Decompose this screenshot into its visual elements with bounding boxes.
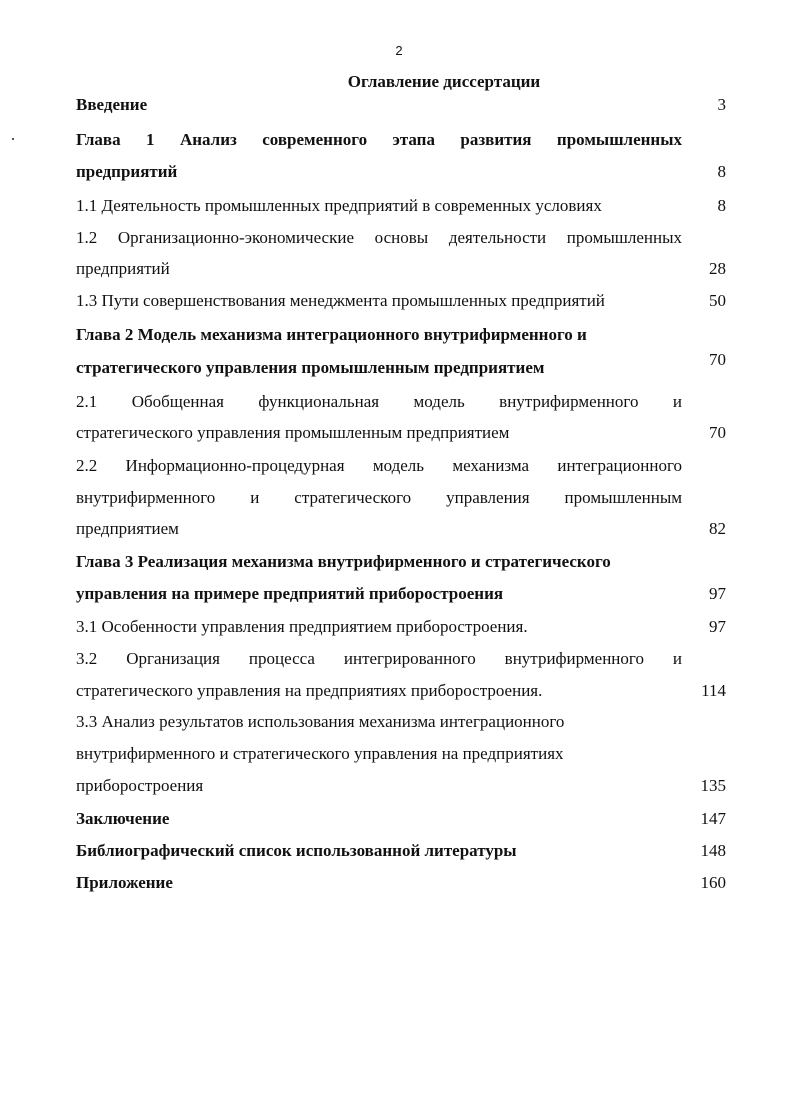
toc-entry-chapter-2-line-1: Глава 2 Модель механизма интеграционного внутрифирменного и [76, 325, 587, 344]
toc-entry-section-1-2-line-2: предприятий [76, 259, 170, 278]
toc-entry-bibliography: Библиографический список использованной литературы [76, 841, 517, 860]
toc-entry-chapter-1-line-2: предприятий [76, 162, 178, 181]
toc-entry-section-1-2-line-1: 1.2 Организационно-экономические основы деятельности промышленных [76, 228, 682, 247]
toc-entry-chapter-2-line-2: стратегического управления промышленным предприятием [76, 358, 545, 377]
toc-page-introduction: 3 [717, 95, 726, 114]
toc-entry-section-3-3-line-2: внутрифирменного и стратегического управления на предприятиях [76, 744, 564, 763]
toc-entry-section-3-3-line-3: приборостроения [76, 776, 204, 795]
toc-entry-section-3-3-line-1: 3.3 Анализ результатов использования механизма интеграционного [76, 712, 565, 731]
toc-entry-section-2-2-line-1: 2.2 Информационно-процедурная модель механизма интеграционного [76, 456, 682, 475]
toc-title: Оглавление диссертации [347, 72, 541, 91]
toc-entry-chapter-1-line-1: Глава 1 Анализ современного этапа развития промышленных [76, 130, 682, 149]
toc-entry-section-2-2-line-2: внутрифирменного и стратегического управления промышленным [76, 488, 682, 507]
toc-page-section-1-3: 50 [709, 291, 726, 310]
toc-page-section-3-1: 97 [709, 617, 726, 636]
scan-speck [12, 138, 14, 140]
toc-page-section-1-1: 8 [717, 196, 726, 215]
toc-entry-introduction: Введение [76, 95, 148, 114]
page-number: 2 [395, 43, 403, 58]
toc-entry-section-3-1: 3.1 Особенности управления предприятием приборостроения. [76, 617, 528, 636]
toc-page-section-2-2: 82 [709, 519, 726, 538]
toc-entry-chapter-3-line-1: Глава 3 Реализация механизма внутрифирменного и стратегического [76, 552, 611, 571]
toc-entry-section-2-2-line-3: предприятием [76, 519, 179, 538]
toc-entry-section-3-2-line-1: 3.2 Организация процесса интегрированного внутрифирменного и [76, 649, 682, 668]
toc-page-appendix: 160 [700, 873, 726, 892]
toc-page-bibliography: 148 [700, 841, 726, 860]
toc-page-section-3-3: 135 [700, 776, 726, 795]
toc-entry-appendix: Приложение [76, 873, 173, 892]
toc-page-section-3-2: 114 [701, 681, 726, 700]
toc-page-chapter-1: 8 [717, 162, 726, 181]
toc-page-chapter-3: 97 [709, 584, 726, 603]
toc-entry-conclusion: Заключение [76, 809, 170, 828]
toc-entry-section-2-1-line-1: 2.1 Обобщенная функциональная модель внутрифирменного и [76, 392, 682, 411]
toc-entry-section-1-3: 1.3 Пути совершенствования менеджмента промышленных предприятий [76, 291, 605, 310]
toc-entry-section-2-1-line-2: стратегического управления промышленным предприятием [76, 423, 510, 442]
toc-page-conclusion: 147 [700, 809, 726, 828]
toc-page-section-2-1: 70 [709, 423, 726, 442]
toc-entry-section-1-1: 1.1 Деятельность промышленных предприятий в современных условиях [76, 196, 602, 215]
toc-page-chapter-2: 70 [709, 350, 726, 369]
toc-entry-section-3-2-line-2: стратегического управления на предприятиях приборостроения. [76, 681, 543, 700]
toc-entry-chapter-3-line-2: управления на примере предприятий приборостроения [76, 584, 504, 603]
toc-page-section-1-2: 28 [709, 259, 726, 278]
